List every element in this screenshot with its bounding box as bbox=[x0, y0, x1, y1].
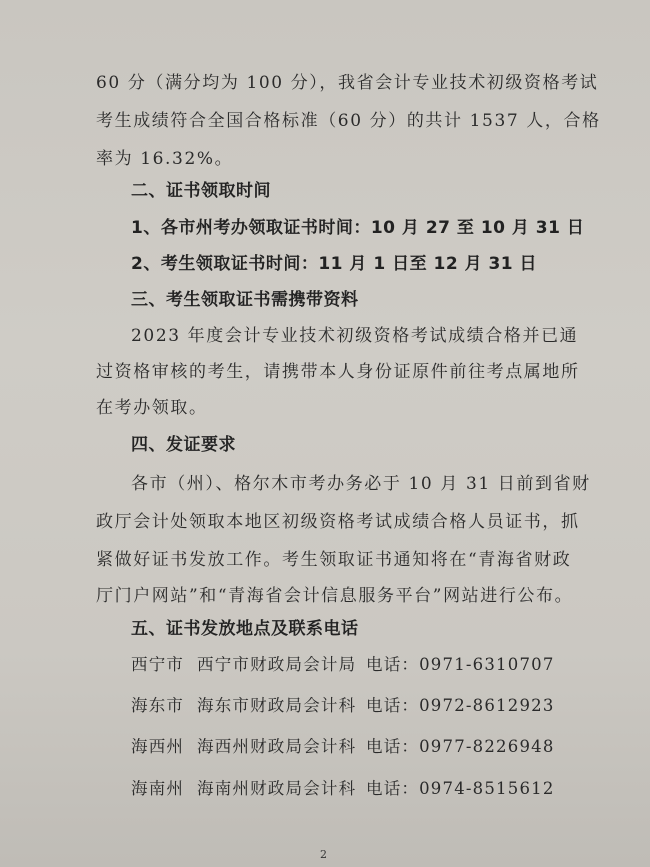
contact-city: 海东市 bbox=[131, 696, 185, 715]
intro-line-3: 率为 16.32%。 bbox=[96, 149, 234, 169]
section-3-line-3: 在考办领取。 bbox=[96, 398, 208, 418]
section-4-heading: 四、发证要求 bbox=[131, 435, 236, 455]
section-2-heading: 二、证书领取时间 bbox=[131, 181, 271, 201]
contact-row bbox=[131, 778, 555, 800]
contact-row bbox=[131, 695, 555, 717]
section-2-item-2: 2、考生领取证书时间：11 月 1 日至 12 月 31 日 bbox=[131, 254, 538, 274]
section-4-line-4: 厅门户网站”和“青海省会计信息服务平台”网站进行公布。 bbox=[96, 586, 574, 606]
section-3-heading: 三、考生领取证书需携带资料 bbox=[131, 290, 359, 310]
page-number: 2 bbox=[320, 848, 327, 861]
contact-office: 西宁市财政局会计局 bbox=[197, 655, 357, 674]
contact-office: 海东市财政局会计科 bbox=[197, 696, 357, 715]
intro-line-1: 60 分（满分均为 100 分），我省会计专业技术初级资格考试 bbox=[96, 73, 599, 93]
section-4-line-2: 政厅会计处领取本地区初级资格考试成绩合格人员证书，抓 bbox=[96, 512, 580, 532]
contact-row bbox=[131, 736, 555, 758]
intro-line-2: 考生成绩符合全国合格标准（60 分）的共计 1537 人，合格 bbox=[96, 111, 601, 131]
contact-city: 西宁市 bbox=[131, 655, 185, 674]
contact-phone: 电话：0971-6310707 bbox=[366, 655, 555, 674]
section-3-line-2: 过资格审核的考生，请携带本人身份证原件前往考点属地所 bbox=[96, 362, 580, 382]
contact-row bbox=[131, 654, 555, 676]
contact-city: 海西州 bbox=[131, 737, 185, 756]
section-5-heading: 五、证书发放地点及联系电话 bbox=[131, 619, 359, 639]
contact-office: 海西州财政局会计科 bbox=[197, 737, 357, 756]
section-2-item-1: 1、各市州考办领取证书时间：10 月 27 至 10 月 31 日 bbox=[131, 218, 585, 238]
contact-phone: 电话：0974-8515612 bbox=[366, 779, 555, 798]
section-4-line-3: 紧做好证书发放工作。考生领取证书通知将在“青海省财政 bbox=[96, 550, 572, 570]
contact-phone: 电话：0977-8226948 bbox=[366, 737, 555, 756]
contact-phone: 电话：0972-8612923 bbox=[366, 696, 555, 715]
section-4-line-1: 各市（州）、格尔木市考办务必于 10 月 31 日前到省财 bbox=[131, 474, 591, 494]
section-3-line-1: 2023 年度会计专业技术初级资格考试成绩合格并已通 bbox=[131, 326, 579, 346]
contact-city: 海南州 bbox=[131, 779, 185, 798]
contact-office: 海南州财政局会计科 bbox=[197, 779, 357, 798]
